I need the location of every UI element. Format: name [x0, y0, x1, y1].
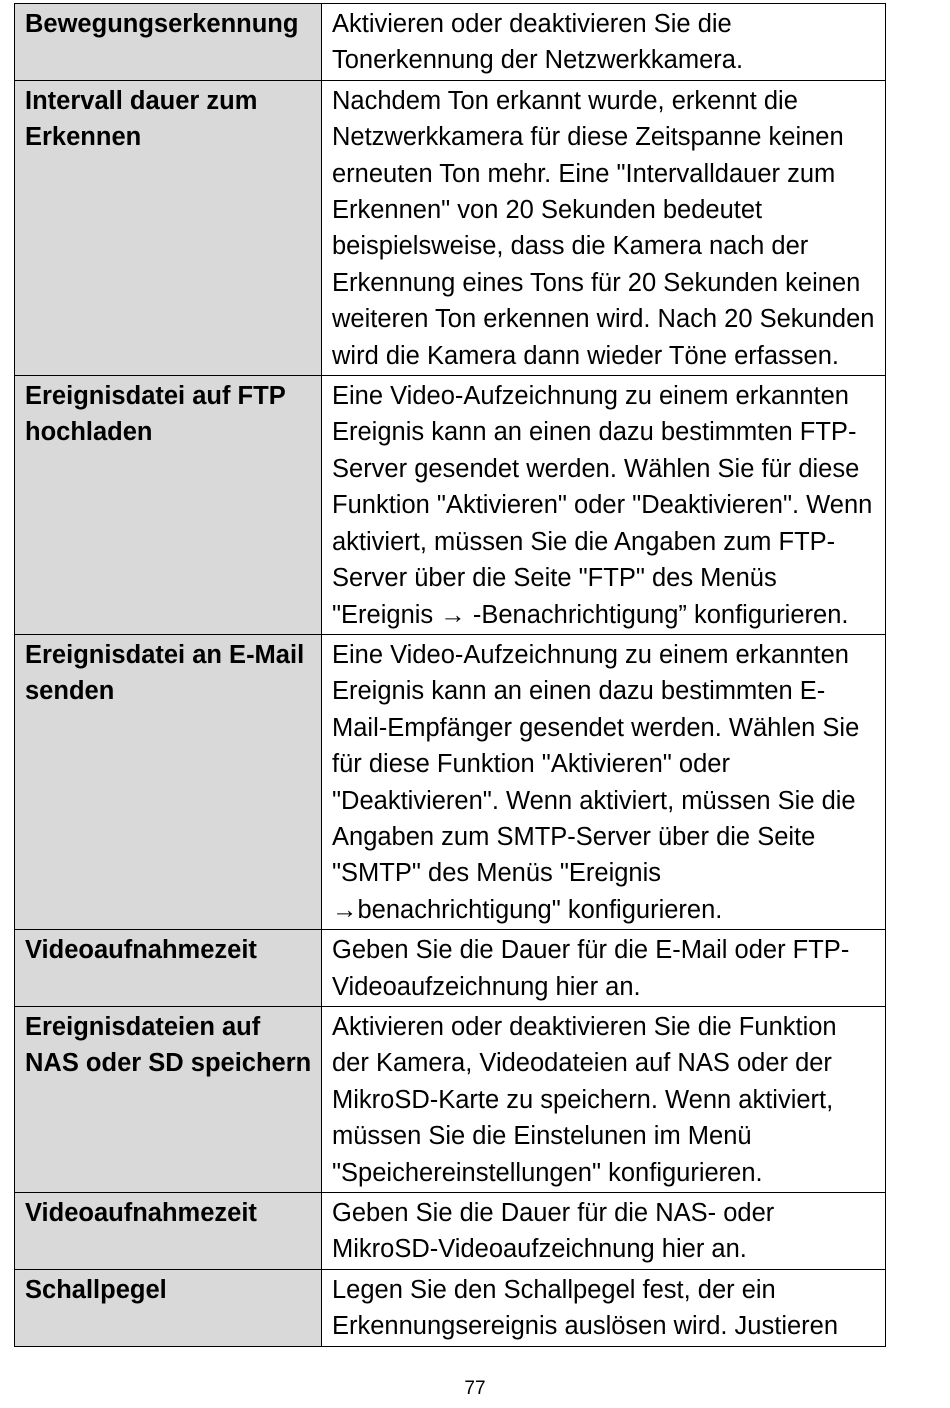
setting-description: Aktivieren oder deaktivieren Sie die Funktion der Kamera, Videodateien auf NAS oder der MikroSD-Karte zu speichern. Wenn aktiviert, müssen Sie die Einstelunen im Menü "Speichereinstellungen" konfigurieren. — [322, 1006, 886, 1192]
setting-description: Legen Sie den Schallpegel fest, der ein Erkennungsereignis auslösen wird. Justieren — [322, 1269, 886, 1346]
table-row — [15, 930, 886, 1007]
setting-description: Aktivieren oder deaktivieren Sie die Tonerkennung der Netzwerkkamera. — [322, 4, 886, 81]
setting-name: Videoaufnahmezeit — [15, 930, 322, 1007]
setting-description: Nachdem Ton erkannt wurde, erkennt die Netzwerkkamera für diese Zeitspanne keinen erneuten Ton mehr. Eine "Intervalldauer zum Erkennen" von 20 Sekunden bedeutet beispielsweise, dass die Kamera nach der Erkennung eines Tons für 20 Sekunden keinen weiteren Ton erkennen wird. Nach 20 Sekunden wird die Kamera dann wieder Töne erfassen. — [322, 80, 886, 375]
setting-name: Videoaufnahmezeit — [15, 1193, 322, 1270]
table-row — [15, 4, 886, 81]
table-row — [15, 376, 886, 635]
table-row — [15, 1269, 886, 1346]
page-number: 77 — [464, 1378, 486, 1399]
setting-description: Eine Video-Aufzeichnung zu einem erkannten Ereignis kann an einen dazu bestimmten FTP-Server gesendet werden. Wählen Sie für diese Funktion "Aktivieren" oder "Deaktivieren". Wenn aktiviert, müssen Sie die Angaben zum FTP-Server über die Seite "FTP" des Menüs "Ereignis → -Benachrichtigung” konfigurieren. — [322, 376, 886, 635]
setting-name: Bewegungserkennung — [15, 4, 322, 81]
setting-name: Schallpegel — [15, 1269, 322, 1346]
settings-description-table — [14, 3, 886, 1347]
setting-description: Geben Sie die Dauer für die NAS- oder MikroSD-Videoaufzeichnung hier an. — [322, 1193, 886, 1270]
setting-description: Eine Video-Aufzeichnung zu einem erkannten Ereignis kann an einen dazu bestimmten E-Mail-Empfänger gesendet werden. Wählen Sie für diese Funktion "Aktivieren" oder "Deaktivieren". Wenn aktiviert, müssen Sie die Angaben zum SMTP-Server über die Seite "SMTP" des Menüs "Ereignis →benachrichtigung" konfigurieren. — [322, 634, 886, 929]
setting-name: Ereignisdatei an E-Mail senden — [15, 634, 322, 929]
table-row — [15, 1006, 886, 1192]
setting-name: Intervall dauer zum Erkennen — [15, 80, 322, 375]
table-row — [15, 1193, 886, 1270]
setting-name: Ereignisdatei auf FTP hochladen — [15, 376, 322, 635]
setting-description: Geben Sie die Dauer für die E-Mail oder FTP-Videoaufzeichnung hier an. — [322, 930, 886, 1007]
table-row — [15, 80, 886, 375]
setting-name: Ereignisdateien auf NAS oder SD speichern — [15, 1006, 322, 1192]
table-row — [15, 634, 886, 929]
